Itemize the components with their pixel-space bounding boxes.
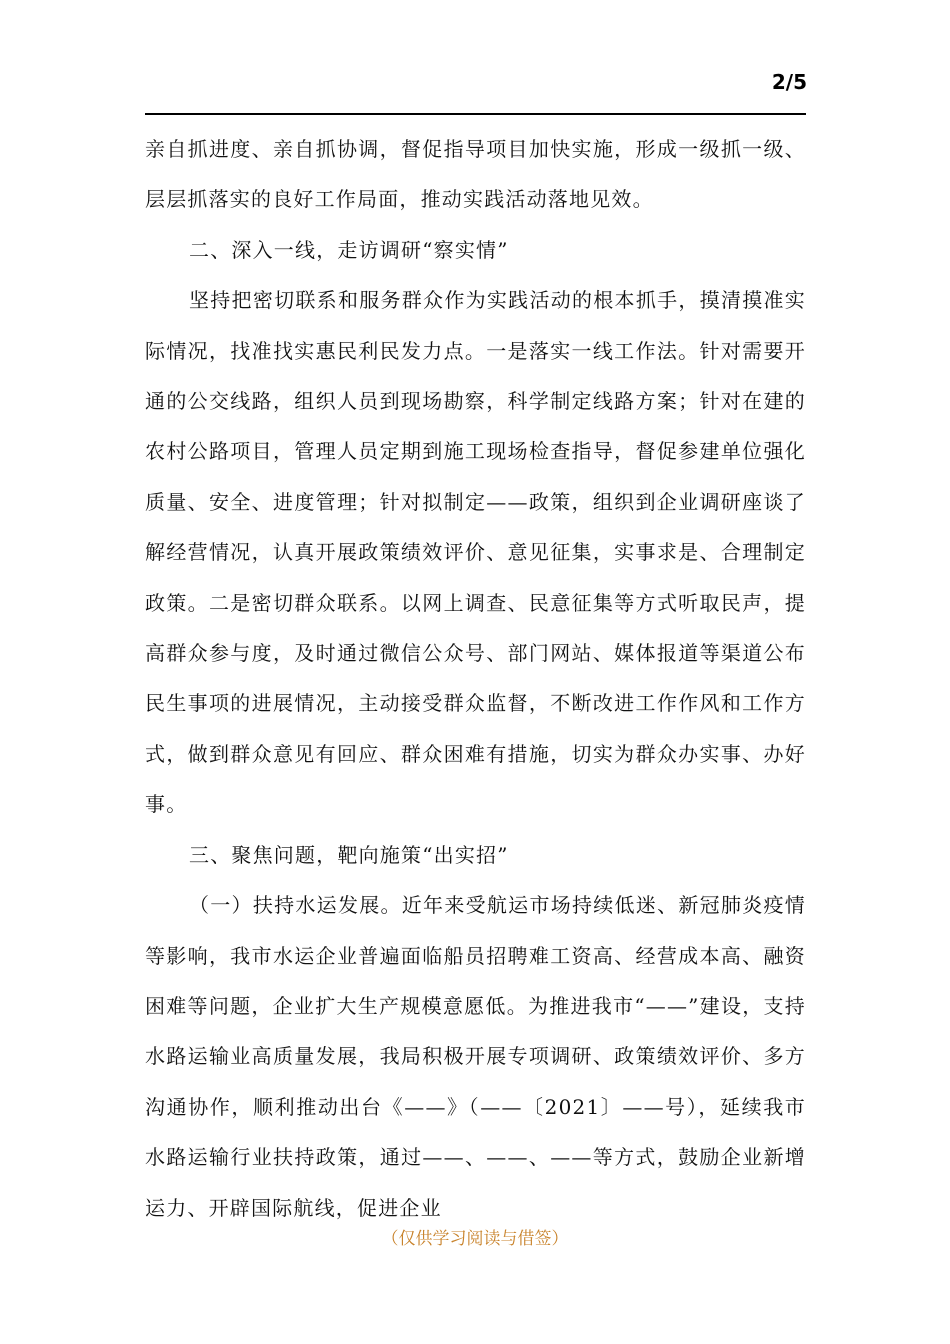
- section-heading-3: 三、聚焦问题，靶向施策“出实招”: [189, 842, 509, 867]
- document-body: [145, 124, 806, 1233]
- paragraph-section-3-item-1: （一）扶持水运发展。近年来受航运市场持续低迷、新冠肺炎疫情等影响，我市水运企业普遍面临船员招聘难工资高、经营成本高、融资困难等问题，企业扩大生产规模意愿低。为推进我市“——”建设，支持水路运输业高质量发展，我局积极开展专项调研、政策绩效评价、多方沟通协作，顺利推动出台《——》（——〔2021〕——号），延续我市水路运输行业扶持政策，通过——、——、——等方式，鼓励企业新增运力、开辟国际航线，促进企业: [145, 893, 806, 1220]
- header-divider: [145, 113, 806, 115]
- paragraph-continuation: 亲自抓进度、亲自抓协调，督促指导项目加快实施，形成一级抓一级、层层抓落实的良好工作局面，推动实践活动落地见效。: [145, 137, 806, 212]
- paragraph-section-2: 坚持把密切联系和服务群众作为实践活动的根本抓手，摸清摸准实际情况，找准找实惠民利民发力点。一是落实一线工作法。针对需要开通的公交线路，组织人员到现场勘察，科学制定线路方案；针对在建的农村公路项目，管理人员定期到施工现场检查指导，督促参建单位强化质量、安全、进度管理；针对拟制定——政策，组织到企业调研座谈了解经营情况，认真开展政策绩效评价、意见征集，实事求是、合理制定政策。二是密切群众联系。以网上调查、民意征集等方式听取民声，提高群众参与度，及时通过微信公众号、部门网站、媒体报道等渠道公布民生事项的进展情况，主动接受群众监督，不断改进工作作风和工作方式，做到群众意见有回应、群众困难有措施，切实为群众办实事、办好事。: [145, 288, 806, 817]
- page-number: 2/5: [771, 70, 807, 94]
- section-heading-2: 二、深入一线，走访调研“察实情”: [189, 237, 509, 262]
- footer-note: （仅供学习阅读与借签）: [381, 1229, 569, 1249]
